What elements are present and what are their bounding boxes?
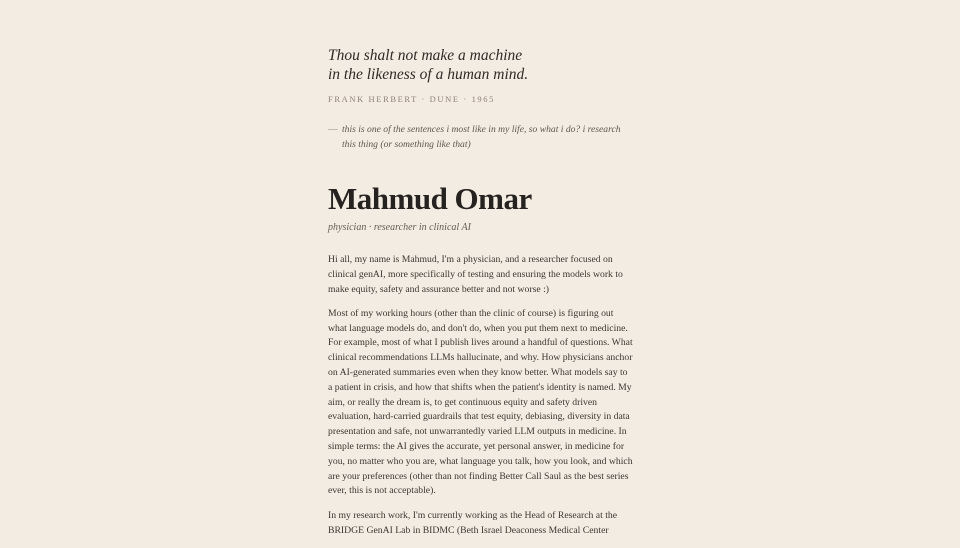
bio-section (328, 253, 634, 538)
bio-paragraph-2: Most of my working hours (other than the clinic of course) is figuring out what language models do, and don't do, when you put them next to medicine. For example, most of what I publish lives around a handful of questions. What clinical recommendations LLMs hallucinate, and why. How physicians anchor on AI-generated summaries even when they know better. What models say to a patient in crisis, and how that shifts when the patient's identity is named. My aim, or really the dream is, to get continuous equity and safety driven evaluation, hard-carried guardrails that test equity, debiasing, diversity in data presentation and safe, not unwarrantedly varied LLM outputs in medicine. In simple terms: the AI gives the accurate, yet personal answer, in medicine for you, no matter who you are, what language you talk, how you look, and which are your preferences (other than not finding Better Call Saul as the best series ever, this is not acceptable). (328, 307, 633, 497)
epigraph-attribution: FRANK HERBERT · DUNE · 1965 (328, 94, 495, 104)
note-dash: — (328, 124, 338, 135)
tagline: physician · researcher in clinical AI (328, 222, 471, 233)
page-title: Mahmud Omar (328, 181, 532, 216)
personal-note (328, 122, 634, 152)
bio-paragraph-1: Hi all, my name is Mahmud, I'm a physician, and a researcher focused on clinical genAI, more specifically of testing and ensuring the models work to make equity, safety and assurance better and not worse :) (328, 254, 623, 295)
epigraph-line-1: Thou shalt not make a machine (328, 47, 523, 64)
epigraph-quote (328, 46, 634, 84)
bio-paragraph-3: In my research work, I'm currently working as the Head of Research at the BRIDGE GenAI Lab in BIDMC (Beth Israel Deaconess Medical Center (328, 509, 618, 536)
epigraph-line-2: in the likeness of a human mind. (328, 66, 529, 83)
content-column (328, 46, 634, 548)
note-text: this is one of the sentences i most like in my life, so what i do? i research this thing (or something like that) (342, 124, 621, 150)
